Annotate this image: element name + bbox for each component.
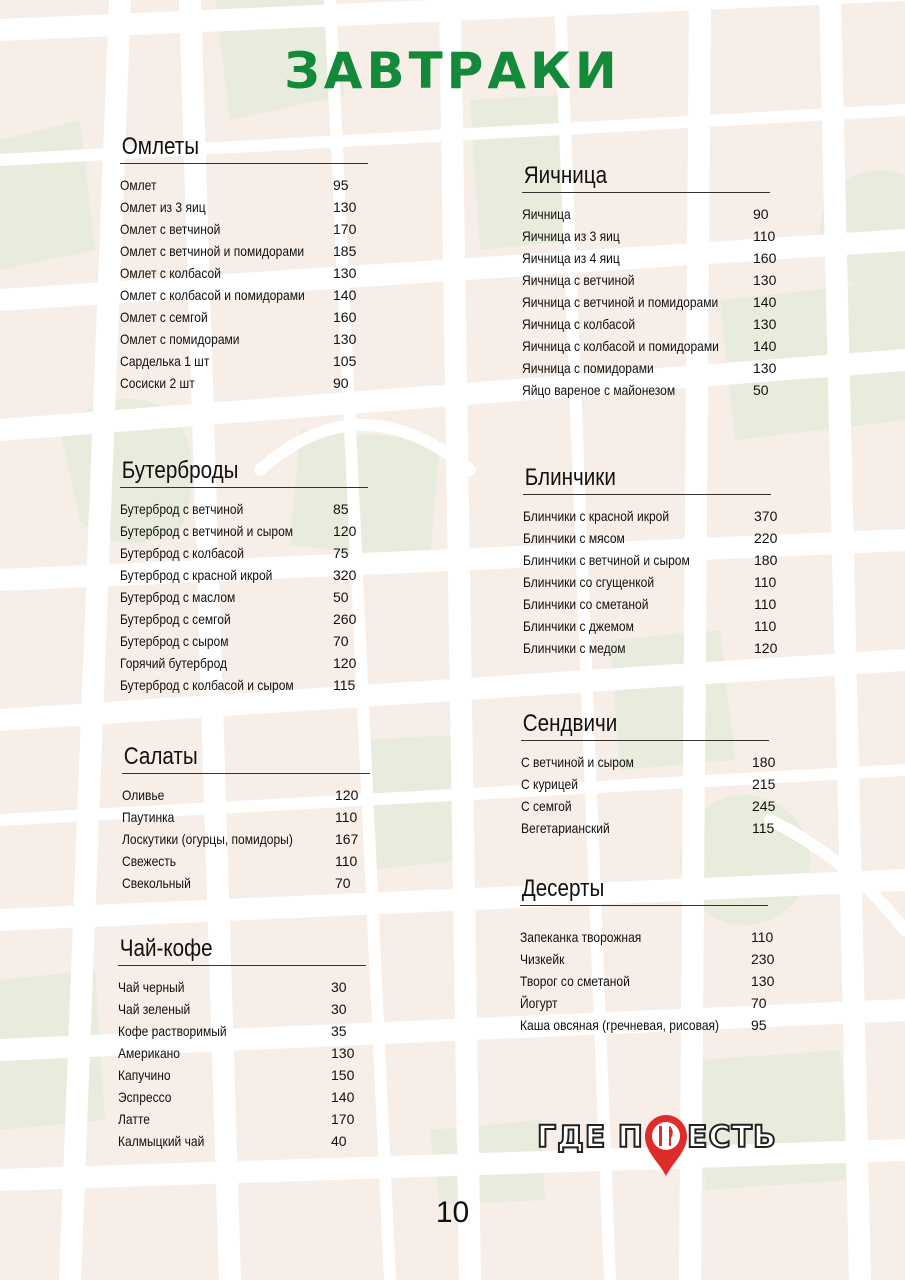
menu-item-name: Творог со сметаной — [520, 973, 630, 989]
menu-item-name: Кофе растворимый — [118, 1023, 227, 1039]
menu-item — [120, 630, 368, 652]
menu-item — [120, 586, 368, 608]
menu-item — [122, 872, 370, 894]
menu-item-price: 160 — [753, 250, 777, 266]
menu-item-name: Омлет с помидорами — [120, 331, 240, 347]
menu-item-price: 75 — [333, 545, 349, 561]
menu-item-price: 105 — [333, 353, 357, 369]
menu-item-name: Сосиски 2 шт — [120, 375, 195, 391]
logo-text-left: ГДЕ П — [537, 1120, 644, 1155]
section-title: Десерты — [521, 875, 605, 902]
menu-item-price: 120 — [335, 787, 359, 803]
menu-item-name: Омлет — [120, 177, 157, 193]
section-sandwiches — [521, 709, 776, 839]
menu-item-name: Омлет с колбасой и помидорами — [120, 287, 305, 303]
menu-item — [118, 998, 366, 1020]
menu-item-price: 167 — [335, 831, 359, 847]
menu-list — [523, 505, 778, 659]
menu-item-price: 120 — [333, 655, 357, 671]
menu-item — [521, 773, 776, 795]
menu-item — [523, 593, 777, 615]
menu-item-name: С курицей — [521, 776, 578, 792]
menu-item-price: 90 — [753, 206, 769, 222]
menu-item-name: Американо — [118, 1045, 181, 1061]
menu-item-name: Блинчики с медом — [523, 640, 626, 656]
menu-item-name: Чай черный — [118, 979, 185, 995]
menu-item-price: 245 — [752, 798, 776, 814]
menu-item — [120, 262, 368, 284]
menu-item-price: 35 — [331, 1023, 347, 1039]
menu-item-name: С семгой — [521, 798, 572, 814]
menu-item — [522, 203, 770, 225]
menu-item — [522, 357, 777, 379]
location-pin-icon — [641, 1112, 691, 1178]
section-omelets — [120, 132, 368, 394]
menu-item — [120, 542, 368, 564]
menu-item — [522, 379, 770, 401]
menu-item-price: 110 — [751, 929, 774, 945]
section-title: Яичница — [523, 162, 608, 189]
menu-item-name: Блинчики с мясом — [523, 530, 625, 546]
menu-list — [120, 498, 368, 696]
page-number: 10 — [435, 1196, 470, 1229]
menu-item — [523, 527, 778, 549]
menu-item-name: Блинчики с красной икрой — [523, 508, 670, 524]
menu-item-name: Яичница — [522, 206, 571, 222]
section-tea-coffee — [118, 934, 366, 1152]
menu-item-price: 185 — [333, 243, 357, 259]
menu-item — [120, 608, 368, 630]
menu-item-price: 95 — [333, 177, 349, 193]
menu-item-price: 120 — [333, 523, 357, 539]
section-divider — [122, 773, 370, 774]
menu-item — [120, 240, 368, 262]
menu-item-price: 150 — [331, 1067, 355, 1083]
menu-item — [523, 505, 778, 527]
menu-item-price: 90 — [333, 375, 349, 391]
menu-item — [522, 313, 777, 335]
menu-item-price: 130 — [333, 331, 357, 347]
menu-item-price: 120 — [754, 640, 778, 656]
menu-item-name: Запеканка творожная — [520, 929, 642, 945]
menu-item-name: Лоскутики (огурцы, помидоры) — [122, 831, 293, 847]
menu-item-price: 160 — [333, 309, 357, 325]
section-divider — [521, 740, 769, 741]
menu-list — [118, 976, 366, 1152]
menu-item — [120, 328, 368, 350]
section-fried-eggs — [522, 161, 777, 401]
menu-item-name: Омлет с колбасой — [120, 265, 221, 281]
menu-item-price: 130 — [753, 272, 777, 288]
menu-item-price: 70 — [333, 633, 349, 649]
menu-item — [118, 1086, 366, 1108]
menu-item — [118, 976, 366, 998]
menu-item-price: 140 — [333, 287, 357, 303]
section-divider — [120, 487, 368, 488]
menu-item-name: Яичница с колбасой и помидорами — [522, 338, 719, 354]
brand-logo — [533, 1112, 777, 1178]
section-divider — [523, 494, 771, 495]
section-title: Чай-кофе — [119, 935, 213, 962]
menu-item — [120, 218, 368, 240]
menu-item-price: 140 — [753, 294, 777, 310]
menu-item-price: 110 — [754, 618, 777, 634]
menu-item — [122, 828, 370, 850]
section-salads — [122, 742, 370, 894]
section-pancakes — [523, 463, 778, 659]
menu-item-name: Сарделька 1 шт — [120, 353, 210, 369]
menu-item-name: Омлет с семгой — [120, 309, 208, 325]
menu-item — [120, 284, 368, 306]
menu-item — [522, 335, 777, 357]
menu-item-price: 110 — [754, 596, 777, 612]
menu-item-name: Яичница с помидорами — [522, 360, 654, 376]
menu-item-price: 180 — [754, 552, 778, 568]
menu-item-name: Блинчики с джемом — [523, 618, 634, 634]
menu-item-price: 320 — [333, 567, 357, 583]
menu-item — [122, 784, 370, 806]
menu-item-price: 140 — [753, 338, 777, 354]
menu-item-price: 110 — [754, 574, 777, 590]
menu-item-price: 170 — [331, 1111, 355, 1127]
menu-item — [118, 1064, 366, 1086]
menu-item-name: Бутерброд с семгой — [120, 611, 231, 627]
menu-item-name: Бутерброд с ветчиной — [120, 501, 244, 517]
menu-item — [120, 174, 368, 196]
menu-item-name: Калмыцкий чай — [118, 1133, 205, 1149]
menu-item-name: Яичница из 4 яиц — [522, 250, 620, 266]
menu-item-name: Чизкейк — [520, 951, 565, 967]
section-desserts — [520, 874, 775, 1036]
menu-item-name: Яичница с ветчиной — [522, 272, 635, 288]
menu-item-name: Омлет с ветчиной — [120, 221, 221, 237]
menu-list — [120, 174, 368, 394]
menu-item-name: Омлет с ветчиной и помидорами — [120, 243, 305, 259]
menu-item — [521, 795, 776, 817]
section-divider — [520, 905, 768, 906]
menu-item-price: 85 — [333, 501, 349, 517]
menu-item-name: Капучино — [118, 1067, 171, 1083]
menu-item-name: Яйцо вареное с майонезом — [522, 382, 676, 398]
menu-item-price: 130 — [753, 316, 777, 332]
menu-item-name: Яичница с колбасой — [522, 316, 636, 332]
menu-item-price: 115 — [333, 677, 356, 693]
menu-item-name: Бутерброд с ветчиной и сыром — [120, 523, 294, 539]
menu-item-name: Бутерброд с сыром — [120, 633, 229, 649]
menu-item-name: Оливье — [122, 787, 165, 803]
menu-item — [523, 637, 778, 659]
menu-item — [118, 1130, 366, 1152]
menu-item-price: 130 — [333, 199, 357, 215]
menu-item-price: 50 — [333, 589, 349, 605]
menu-item — [520, 992, 768, 1014]
menu-item-price: 370 — [754, 508, 778, 524]
menu-item — [523, 615, 777, 637]
menu-item — [120, 674, 368, 696]
menu-item-name: Паутинка — [122, 809, 175, 825]
menu-item-name: Свежесть — [122, 853, 177, 869]
menu-list — [122, 784, 370, 894]
menu-item — [120, 196, 368, 218]
menu-item-price: 130 — [751, 973, 775, 989]
section-title: Блинчики — [524, 464, 616, 491]
menu-item-price: 215 — [752, 776, 776, 792]
menu-item — [523, 549, 778, 571]
menu-item-price: 130 — [333, 265, 357, 281]
menu-item — [120, 306, 368, 328]
menu-item-price: 40 — [331, 1133, 347, 1149]
menu-item-name: Бутерброд с красной икрой — [120, 567, 273, 583]
menu-item-name: Омлет из 3 яиц — [120, 199, 206, 215]
menu-item-price: 50 — [753, 382, 769, 398]
menu-item-name: Каша овсяная (гречневая, рисовая) — [520, 1017, 720, 1033]
menu-item-price: 140 — [331, 1089, 355, 1105]
section-divider — [522, 192, 770, 193]
menu-item-price: 130 — [331, 1045, 355, 1061]
menu-item-name: Йогурт — [520, 995, 558, 1011]
menu-item — [522, 269, 777, 291]
section-divider — [120, 163, 368, 164]
menu-item-name: Горячий бутерброд — [120, 655, 228, 671]
menu-item-price: 170 — [333, 221, 357, 237]
menu-item — [522, 291, 777, 313]
section-title: Сендвичи — [522, 710, 618, 737]
menu-item-name: Яичница с ветчиной и помидорами — [522, 294, 719, 310]
menu-list — [521, 751, 776, 839]
menu-item-price: 180 — [752, 754, 776, 770]
menu-item — [120, 520, 368, 542]
menu-item-price: 70 — [751, 995, 767, 1011]
menu-item — [120, 350, 368, 372]
menu-item-name: Вегетарианский — [521, 820, 610, 836]
menu-item-price: 115 — [752, 820, 775, 836]
page-title: ЗАВТРАКИ — [284, 42, 621, 100]
menu-item — [522, 247, 777, 269]
menu-item-name: Эспрессо — [118, 1089, 172, 1105]
menu-item-price: 30 — [331, 979, 347, 995]
menu-item-price: 220 — [754, 530, 778, 546]
section-sandwiches-open — [120, 456, 368, 696]
menu-item-name: Блинчики со сгущенкой — [523, 574, 655, 590]
menu-item — [520, 926, 774, 948]
menu-item-price: 110 — [753, 228, 776, 244]
logo-text-right: ЕСТЬ — [687, 1120, 777, 1155]
menu-item — [520, 970, 775, 992]
section-title: Омлеты — [121, 133, 200, 160]
menu-item — [118, 1108, 366, 1130]
section-divider — [118, 965, 366, 966]
menu-item — [520, 948, 775, 970]
menu-item-name: Бутерброд с колбасой и сыром — [120, 677, 294, 693]
menu-item-price: 110 — [335, 809, 358, 825]
menu-item — [120, 564, 368, 586]
menu-item — [523, 571, 777, 593]
menu-item-price: 130 — [753, 360, 777, 376]
menu-item — [120, 652, 368, 674]
menu-item — [521, 817, 775, 839]
menu-item-name: Бутерброд с колбасой — [120, 545, 244, 561]
menu-item-price: 70 — [335, 875, 351, 891]
menu-item-name: С ветчиной и сыром — [521, 754, 634, 770]
menu-item — [118, 1042, 366, 1064]
menu-item-name: Свекольный — [122, 875, 191, 891]
menu-item-name: Латте — [118, 1111, 150, 1127]
menu-item-name: Бутерброд с маслом — [120, 589, 236, 605]
menu-item-price: 260 — [333, 611, 357, 627]
section-title: Салаты — [123, 743, 198, 770]
menu-item — [118, 1020, 366, 1042]
section-title: Бутерброды — [121, 457, 239, 484]
menu-item — [120, 498, 368, 520]
menu-item-price: 95 — [751, 1017, 767, 1033]
menu-item-name: Яичница из 3 яиц — [522, 228, 620, 244]
menu-list — [520, 926, 775, 1036]
menu-item-price: 230 — [751, 951, 775, 967]
menu-item-price: 110 — [335, 853, 358, 869]
menu-item — [520, 1014, 768, 1036]
menu-item-name: Блинчики со сметаной — [523, 596, 649, 612]
menu-item — [521, 751, 776, 773]
menu-item — [120, 372, 368, 394]
menu-item — [122, 806, 370, 828]
menu-item — [522, 225, 776, 247]
menu-list — [522, 203, 777, 401]
menu-item-name: Блинчики с ветчиной и сыром — [523, 552, 690, 568]
menu-item-price: 30 — [331, 1001, 347, 1017]
menu-item-name: Чай зеленый — [118, 1001, 191, 1017]
menu-item — [122, 850, 370, 872]
